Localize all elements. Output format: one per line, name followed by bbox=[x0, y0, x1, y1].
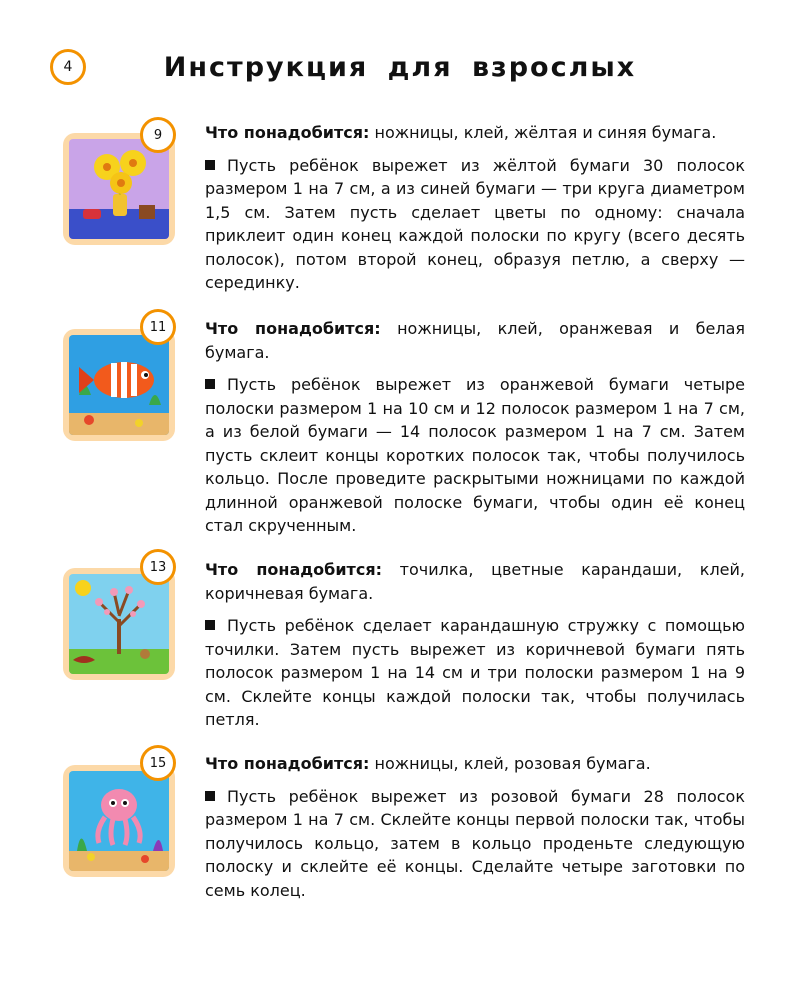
fish-thumbnail bbox=[63, 329, 175, 441]
needs-list: ножницы, клей, розовая бумага. bbox=[369, 754, 651, 773]
page-number: 4 bbox=[50, 49, 86, 85]
needs-list: ножницы, клей, оранжевая и белая бумага. bbox=[205, 319, 746, 362]
page-ref-badge: 11 bbox=[140, 309, 176, 345]
page-ref-badge: 15 bbox=[140, 745, 176, 781]
instruction-body: Пусть ребёнок вырежет из розовой бумаги 28 полосок размером 1 на 7 см. Склейте концы первой полоски так, чтобы получилось кольцо, затем в кольцо проденьте следующую полоску и склейте её концы. Сделайте четыре заготовки по семь колец. bbox=[205, 786, 745, 900]
instruction-body: Пусть ребёнок сделает карандашную стружку с помощью точилки. Затем пусть вырежет из коричневой бумаги пять полосок размером 1 на 14 см и три полоски размером 1 на 9 см. Склейте концы каждой полоски так, чтобы получилась петля. bbox=[205, 616, 745, 729]
page-title: Инструкция для взрослых bbox=[163, 52, 637, 83]
page-ref-badge: 13 bbox=[140, 549, 176, 585]
instruction-body: Пусть ребёнок вырежет из оранжевой бумаги четыре полоски размером 1 на 10 см и 12 полосок размером 1 на 7 см, а из белой бумаги — 14 полосок размером 1 на 7 см. Затем пусть склеит концы коротких полосок так, чтобы получилось кольцо. После проведите раскрытыми ножницами по каждой длинной оранжевой полоске бумаги, чтобы один её конец стал скрученным. bbox=[205, 375, 745, 535]
instruction-text bbox=[205, 317, 745, 538]
bullet-square-icon bbox=[205, 379, 215, 389]
needs-label: Что понадобится: bbox=[205, 560, 382, 579]
instruction-text bbox=[205, 121, 745, 295]
bullet-square-icon bbox=[205, 620, 215, 630]
tree-picture bbox=[69, 574, 169, 674]
octopus-thumbnail bbox=[63, 765, 175, 877]
octopus-picture bbox=[69, 771, 169, 871]
flowers-picture bbox=[69, 139, 169, 239]
needs-label: Что понадобится: bbox=[205, 123, 370, 142]
bullet-square-icon bbox=[205, 160, 215, 170]
needs-list: ножницы, клей, жёлтая и синяя бумага. bbox=[369, 123, 717, 142]
fish-picture bbox=[69, 335, 169, 435]
instruction-text bbox=[205, 558, 745, 732]
needs-label: Что понадобится: bbox=[205, 754, 370, 773]
bullet-square-icon bbox=[205, 791, 215, 801]
instruction-text bbox=[205, 752, 745, 902]
needs-list: точилка, цветные карандаши, клей, коричневая бумага. bbox=[205, 560, 746, 603]
needs-label: Что понадобится: bbox=[205, 319, 381, 338]
page-ref-badge: 9 bbox=[140, 117, 176, 153]
instruction-body: Пусть ребёнок вырежет из жёлтой бумаги 30 полосок размером 1 на 7 см, а из синей бумаги — три круга диаметром 1,5 см. Затем пусть сделает цветы по одному: сначала приклеит один конец каждой полоски по кругу (всего десять полосок), потом второй конец, образуя петлю, а сверху — серединку. bbox=[205, 155, 745, 292]
